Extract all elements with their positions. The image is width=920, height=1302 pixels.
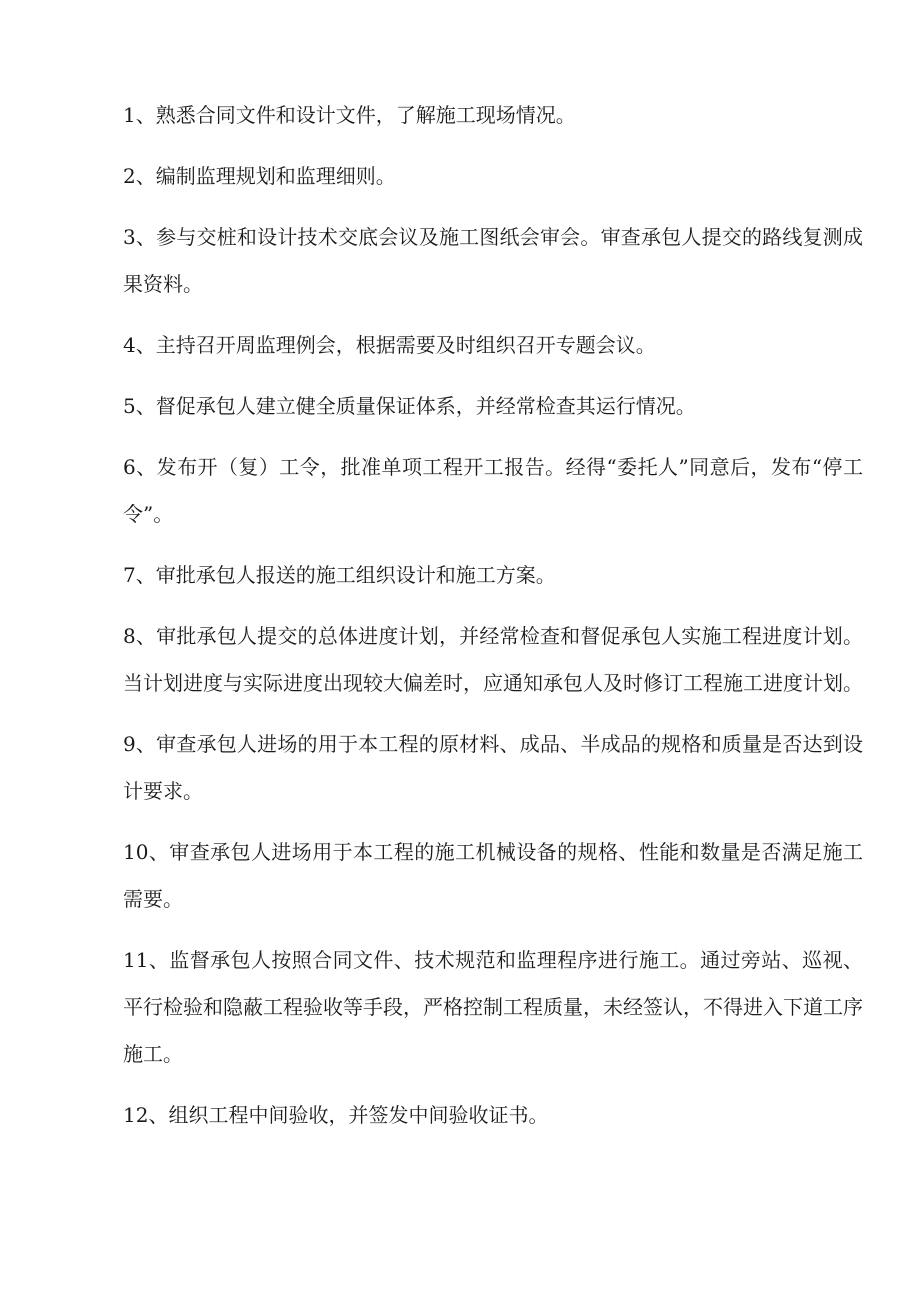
- list-item: 12、组织工程中间验收，并签发中间验收证书。: [123, 1103, 549, 1127]
- list-item: 9、审查承包人进场的用于本工程的原材料、成品、半成品的规格和质量是否达到设计要求。: [123, 732, 863, 803]
- list-item: 3、参与交桩和设计技术交底会议及施工图纸会审会。审查承包人提交的路线复测成果资料。: [123, 225, 863, 296]
- duty-list: [123, 92, 863, 1153]
- list-item: 7、审批承包人报送的施工组织设计和施工方案。: [123, 563, 556, 587]
- list-item: 8、审批承包人提交的总体进度计划，并经常检查和督促承包人实施工程进度计划。当计划进度与实际进度出现较大偏差时，应通知承包人及时修订工程施工进度计划。: [123, 624, 863, 695]
- list-item: 10、审查承包人进场用于本工程的施工机械设备的规格、性能和数量是否满足施工需要。: [123, 840, 863, 911]
- list-item: 4、主持召开周监理例会，根据需要及时组织召开专题会议。: [123, 333, 656, 357]
- list-item: 6、发布开（复）工令，批准单项工程开工报告。经得“委托人”同意后，发布“停工令”。: [123, 455, 863, 526]
- list-item: 1、熟悉合同文件和设计文件，了解施工现场情况。: [123, 103, 576, 127]
- list-item: 5、督促承包人建立健全质量保证体系，并经常检查其运行情况。: [123, 394, 696, 418]
- list-item: 11、监督承包人按照合同文件、技术规范和监理程序进行施工。通过旁站、巡视、平行检验和隐蔽工程验收等手段，严格控制工程质量，未经签认，不得进入下道工序施工。: [123, 948, 863, 1066]
- list-item: 2、编制监理规划和监理细则。: [123, 164, 396, 188]
